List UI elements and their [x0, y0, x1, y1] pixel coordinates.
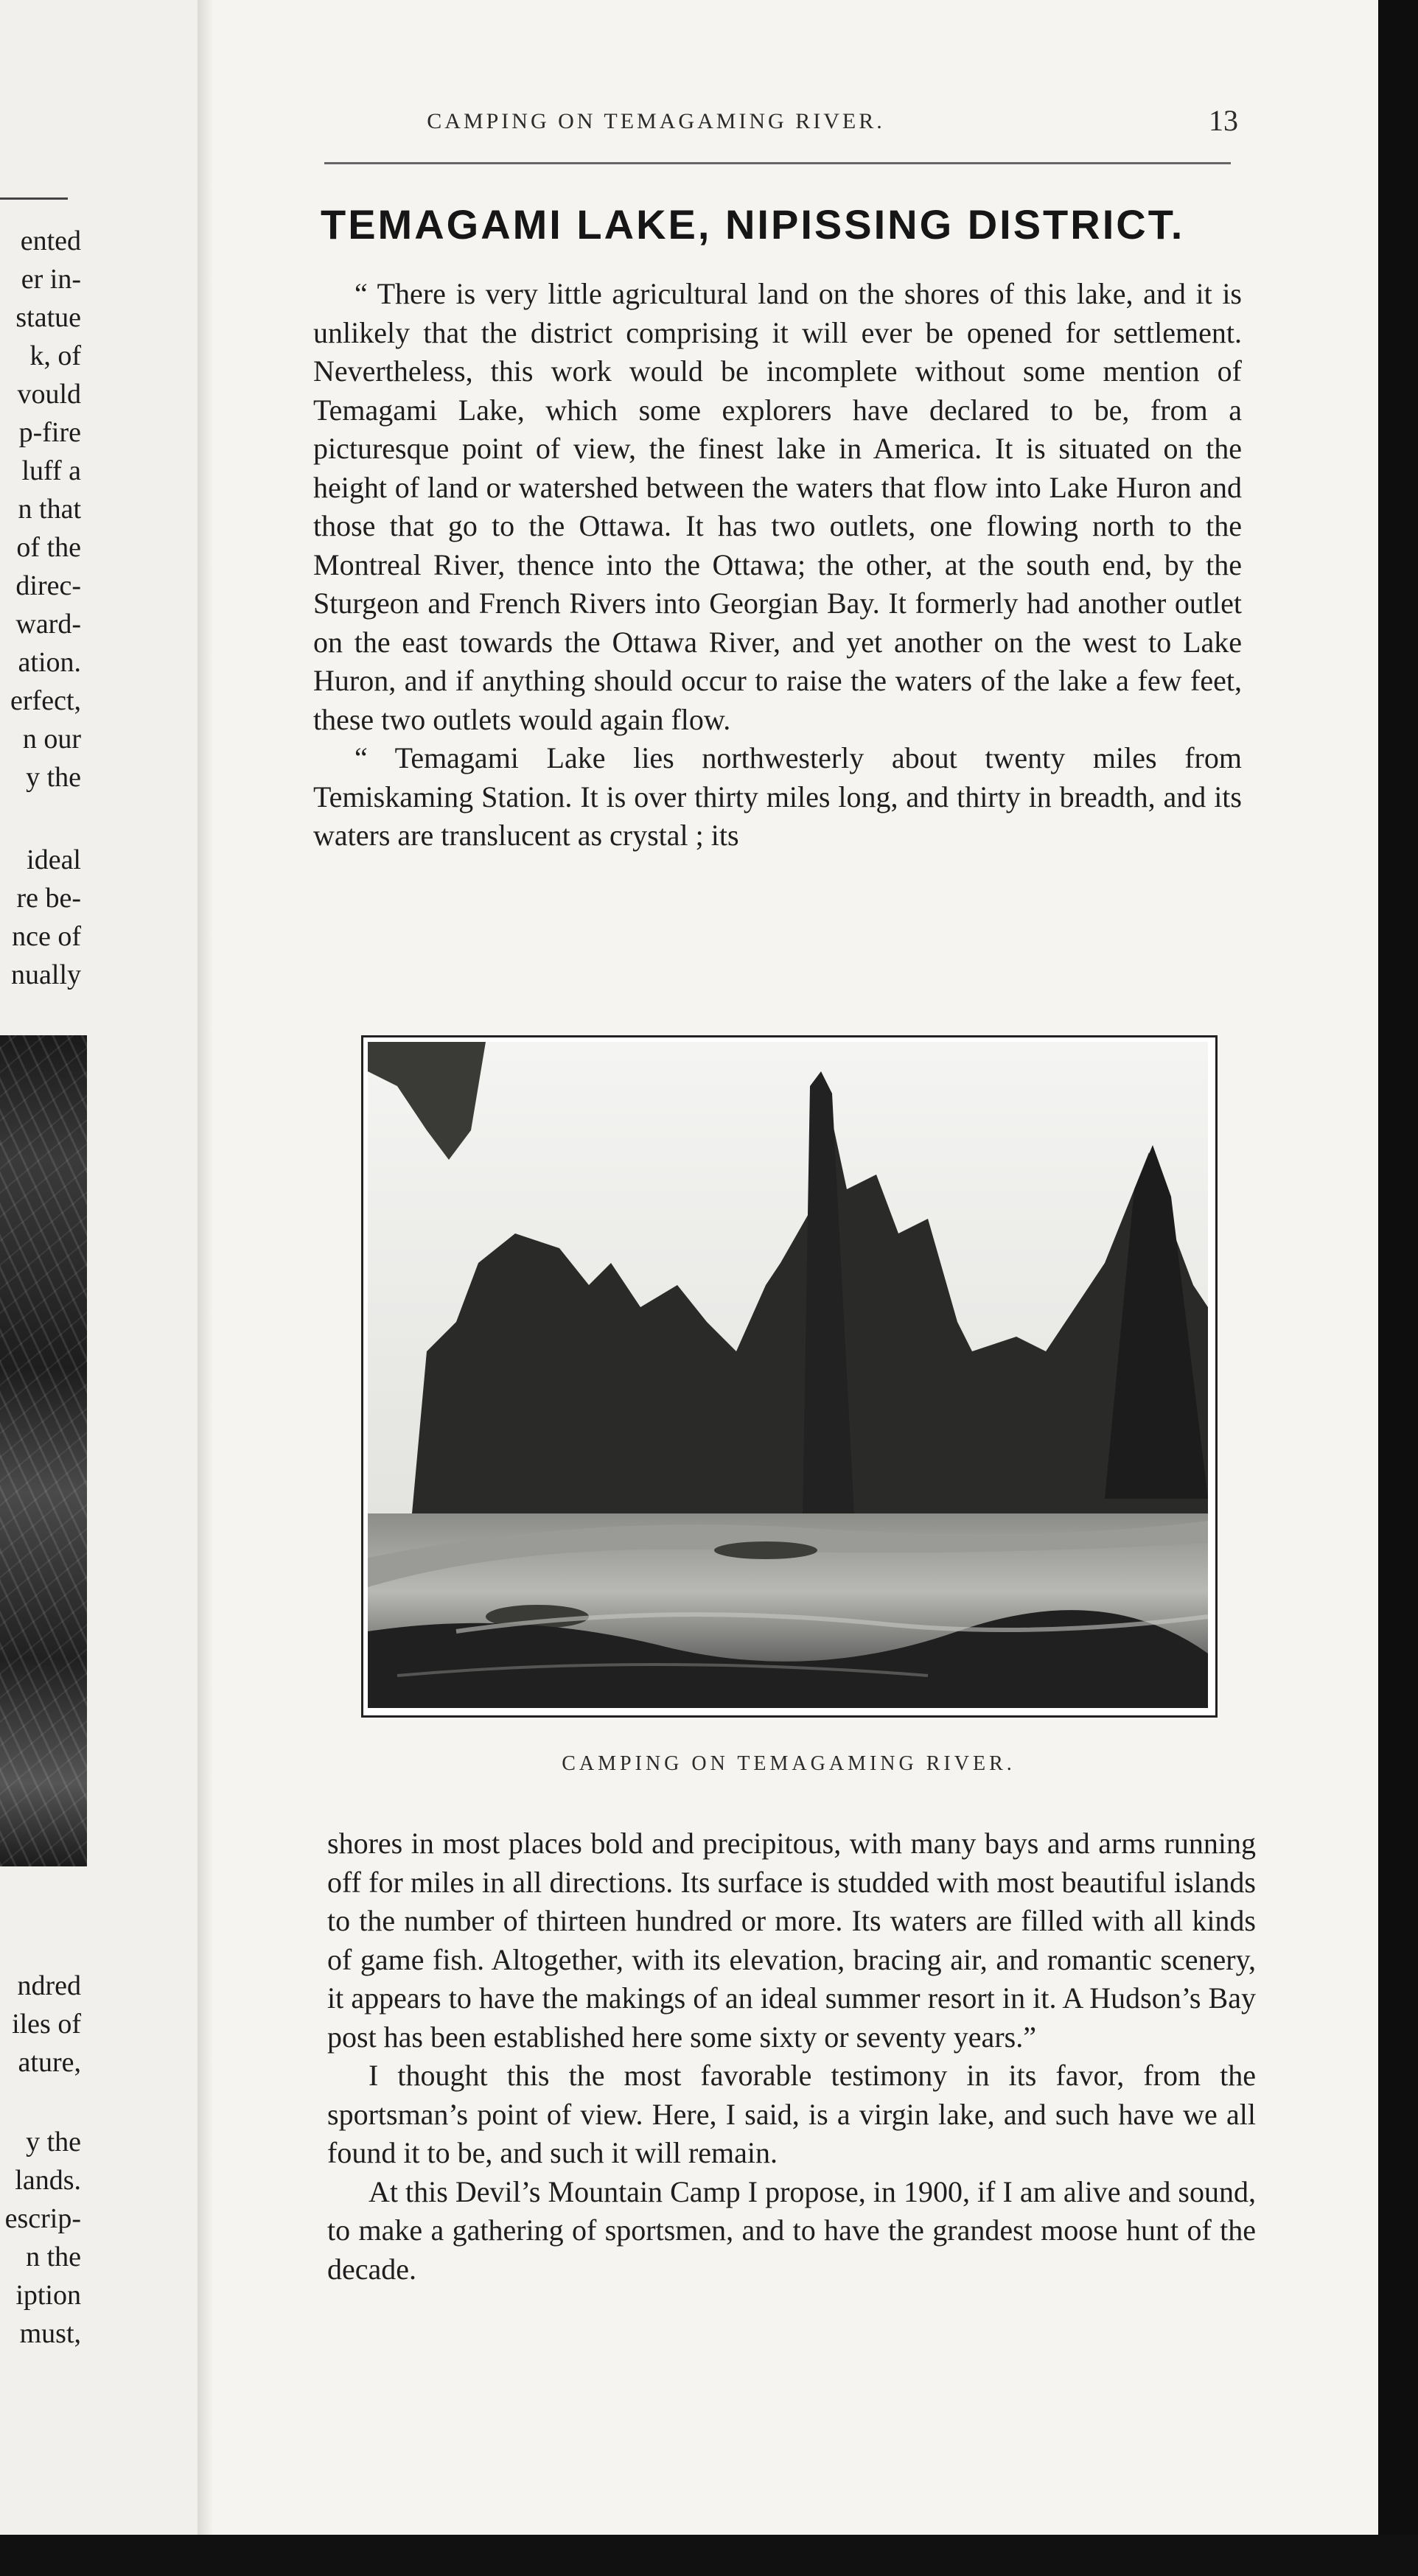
- paragraph: At this Devil’s Mountain Camp I propose, in 1900, if I am alive and sound, to make a gathering of sportsmen, and to have the grandest moose hunt of the decade.: [327, 2174, 1256, 2286]
- left-fragment: iles of: [12, 2009, 81, 2040]
- scan-edge: [1378, 0, 1418, 2576]
- article-title: TEMAGAMI LAKE, NIPISSING DISTRICT.: [321, 201, 1185, 248]
- left-fragment: ndred: [17, 1970, 81, 2001]
- left-fragment: nce of: [12, 921, 81, 952]
- left-fragment: ward-: [15, 609, 81, 640]
- left-fragment: must,: [19, 2318, 81, 2349]
- left-fragment: n our: [22, 724, 81, 755]
- left-fragment: ideal: [27, 844, 81, 875]
- photo-caption: CAMPING ON TEMAGAMING RIVER.: [562, 1752, 1016, 1775]
- left-fragment: iption: [15, 2280, 81, 2311]
- left-fragment: statue: [15, 302, 81, 333]
- paragraph: shores in most places bold and precipitous, with many bays and arms running off for miles in all directions. Its surface is studded with most beautiful islands to the number of thirteen hundred or more. Its waters are filled with all kinds of game fish. Altogether, with its elevation, bracing air, and romantic scenery, it appears to have the makings of an ideal summer resort in it. A Hudson’s Bay post has been established here some sixty or seventy years.”: [327, 1827, 1256, 2054]
- left-page: [0, 0, 214, 2535]
- left-fragment: er in-: [21, 264, 81, 295]
- left-page-rule: [0, 197, 68, 200]
- left-fragment: ation.: [18, 647, 81, 678]
- article-body-bottom: [327, 1824, 1256, 2289]
- scan-bottom-band: [0, 2535, 1418, 2576]
- left-fragment: y the: [26, 2127, 81, 2157]
- left-fragment: luff a: [21, 455, 81, 486]
- left-fragment: ented: [20, 225, 81, 256]
- left-fragment: vould: [17, 379, 81, 410]
- left-fragment: lands.: [15, 2165, 81, 2196]
- left-fragment: escrip-: [4, 2203, 81, 2234]
- paragraph: “ Temagami Lake lies northwesterly about twenty miles from Temiskaming Station. It is over thirty miles long, and thirty in breadth, and its waters are translucent as crystal ; its: [313, 741, 1242, 852]
- left-fragment: n that: [18, 494, 81, 525]
- left-fragment: p-fire: [18, 417, 81, 448]
- paragraph: I thought this the most favorable testimony in its favor, from the sportsman’s point of view. Here, I said, is a virgin lake, and such have we all found it to be, and such it will remain.: [327, 2059, 1256, 2169]
- page-number: 13: [1209, 104, 1238, 137]
- article-body-top: [313, 275, 1242, 855]
- left-fragment: erfect,: [10, 685, 81, 716]
- left-fragment: of the: [16, 532, 81, 563]
- header-rule: [324, 162, 1231, 164]
- left-fragment: direc-: [15, 570, 81, 601]
- left-fragment: ature,: [18, 2047, 81, 2078]
- river-photo: [361, 1035, 1218, 1718]
- left-fragment: nually: [11, 959, 81, 990]
- left-fragment: k, of: [29, 340, 81, 371]
- left-fragment: n the: [26, 2241, 81, 2272]
- left-fragment: re be-: [16, 883, 81, 914]
- paragraph: “ There is very little agricultural land on the shores of this lake, and it is unlikely that the district comprising it will ever be opened for settlement. Nevertheless, this work would be incomplete without some mention of Temagami Lake, which some explorers have declared to be, from a picturesque point of view, the finest lake in America. It is situated on the height of land or watershed between the waters that flow into Lake Huron and those that go to the Ottawa. It has two outlets, one flowing north to the Montreal River, thence into the Ottawa; the other, at the south end, by the Sturgeon and French Rivers into Georgian Bay. It formerly had another outlet on the east towards the Ottawa River, and yet another on the west to Lake Huron, and if anything should occur to raise the waters of the lake a few feet, these two outlets would again flow.: [313, 277, 1242, 736]
- river-photo-image: [368, 1042, 1208, 1708]
- left-page-photo: [0, 1035, 87, 1866]
- book-spine: [198, 0, 214, 2535]
- running-head: CAMPING ON TEMAGAMING RIVER.: [427, 109, 885, 133]
- left-fragment: y the: [26, 762, 81, 793]
